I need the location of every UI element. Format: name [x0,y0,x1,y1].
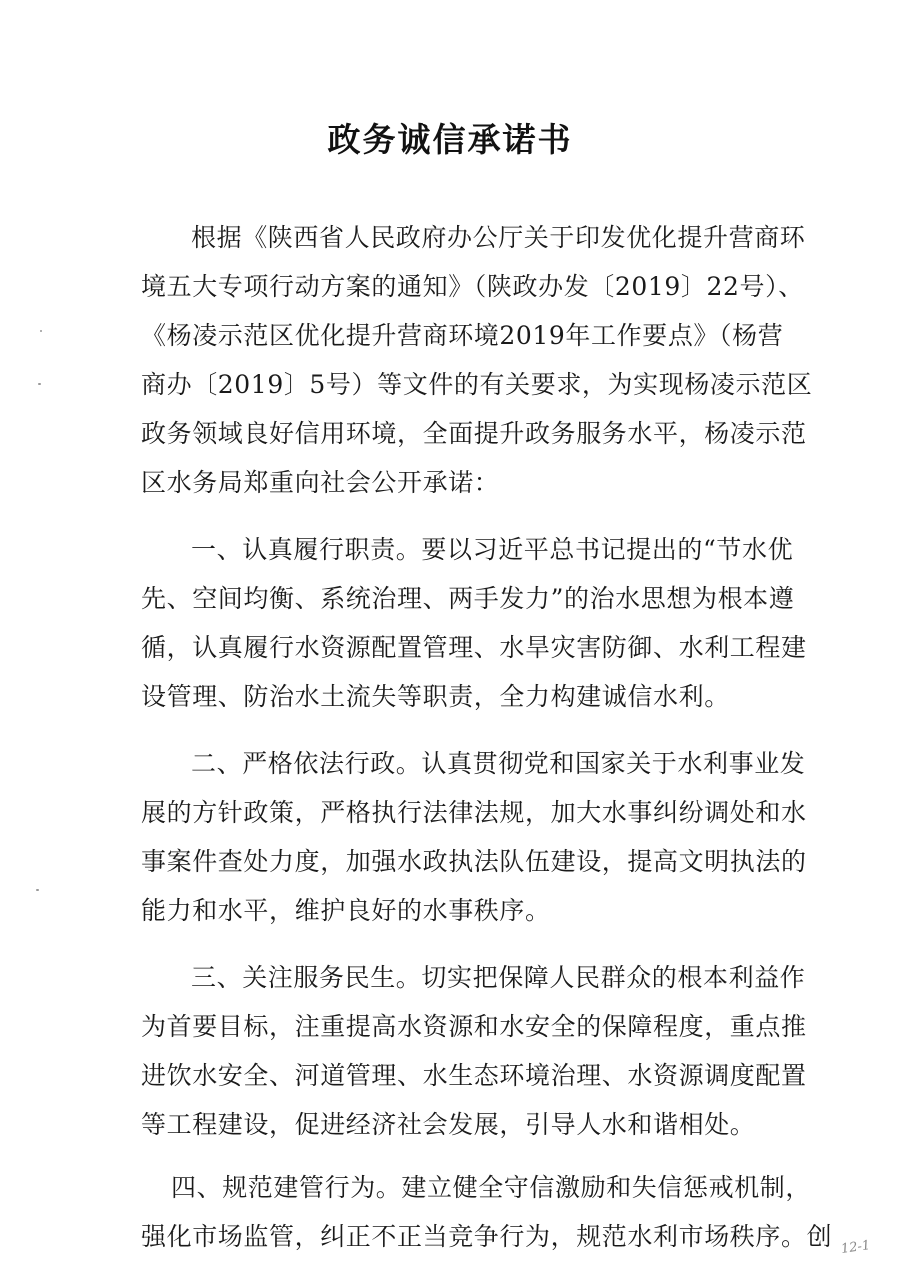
text-line: 先、空间均衡、系统治理、两手发力”的治水思想为根本遵 [141,584,795,613]
text-line: 能力和水平，维护良好的水事秩序。 [141,896,551,925]
page-mark: 12-1 [839,1238,871,1257]
document-title: 政务诚信承诺书 [327,120,573,159]
text-line: 循，认真履行水资源配置管理、水旱灾害防御、水利工程建 [141,633,807,662]
text-line: 二、严格依法行政。认真贯彻党和国家关于水利事业发 [191,749,806,778]
text-line: 政务领域良好信用环境，全面提升政务服务水平，杨凌示范 [141,419,807,448]
text-line: 事案件查处力度，加强水政执法队伍建设，提高文明执法的 [141,847,807,876]
text-line: 四、规范建管行为。建立健全守信激励和失信惩戒机制， [171,1173,812,1202]
scan-speck [38,383,41,385]
text-line: 商办〔2019〕5号）等文件的有关要求，为实现杨凌示范区 [141,370,813,399]
text-line: 进饮水安全、河道管理、水生态环境治理、水资源调度配置 [141,1061,807,1090]
text-line: 一、认真履行职责。要以习近平总书记提出的“节水优 [191,535,794,564]
text-line: 为首要目标，注重提高水资源和水安全的保障程度，重点推 [141,1012,807,1041]
text-line: 等工程建设，促进经济社会发展，引导人水和谐相处。 [141,1110,756,1139]
text-line: 《杨凌示范区优化提升营商环境2019年工作要点》（杨营 [141,321,784,350]
text-line: 强化市场监管，纠正不正当竞争行为，规范水利市场秩序。创 [141,1222,833,1251]
text-line: 根据《陕西省人民政府办公厅关于印发优化提升营商环 [191,223,806,252]
text-line: 三、关注服务民生。切实把保障人民群众的根本利益作 [191,963,806,992]
document-body [141,213,833,1261]
text-line: 区水务局郑重向社会公开承诺： [141,468,500,497]
text-line: 设管理、防治水土流失等职责，全力构建诚信水利。 [141,682,730,711]
text-line: 展的方针政策，严格执行法律法规，加大水事纠纷调处和水 [141,798,807,827]
scan-speck [36,889,39,891]
text-line: 境五大专项行动方案的通知》（陕政办发〔2019〕22号）、 [141,272,804,301]
scan-speck [40,330,42,332]
